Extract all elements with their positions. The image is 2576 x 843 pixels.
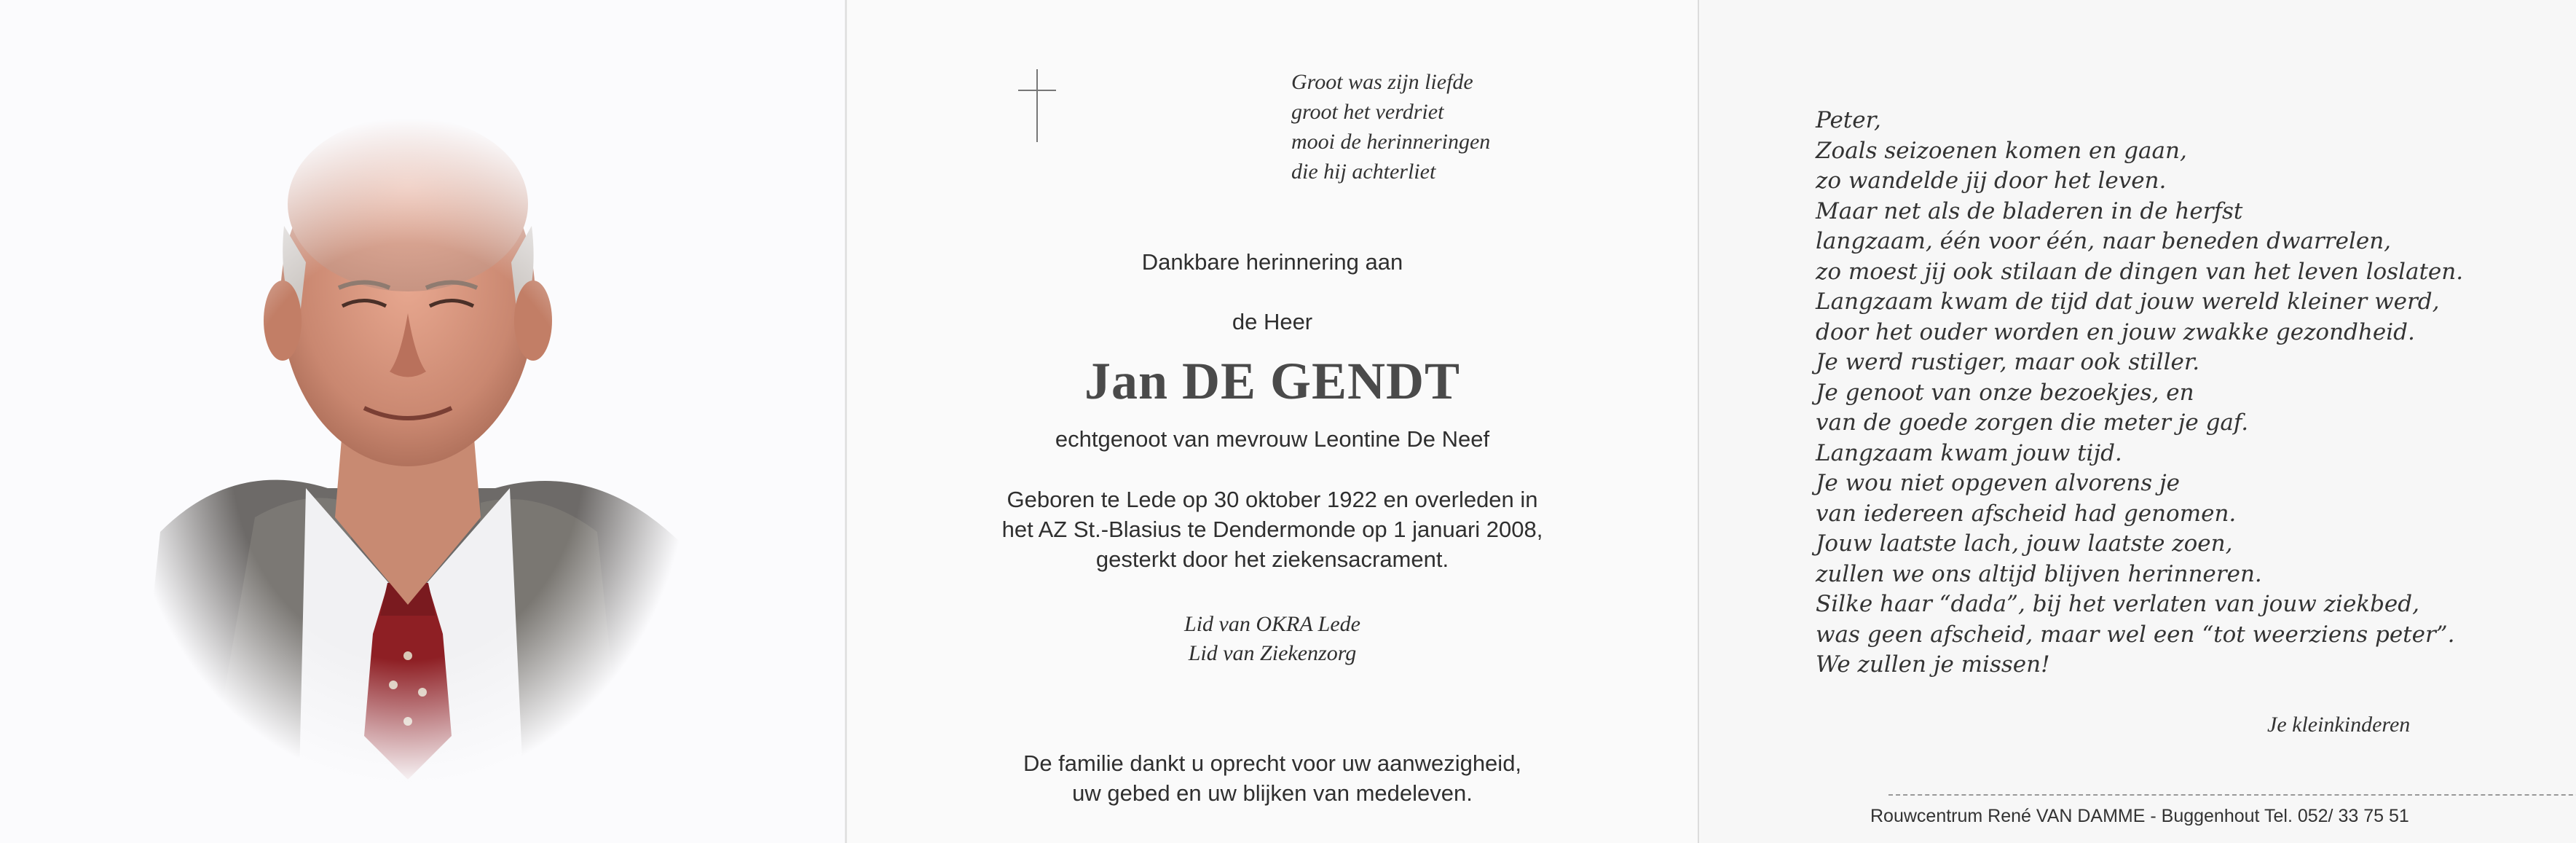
poem-line: Peter, — [1816, 107, 1881, 133]
poem-line: We zullen je missen! — [1816, 651, 2050, 678]
poem-line: zo moest jij ook stilaan de dingen van het leven loslaten. — [1816, 258, 2464, 285]
poem-line: Jouw laatste lach, jouw laatste zoen, — [1816, 530, 2233, 557]
motto-line: groot het verdriet — [1291, 100, 1444, 124]
poem-line: Silke haar “dada”, bij het verlaten van jouw ziekbed, — [1816, 591, 2419, 617]
poem-panel — [1698, 0, 2576, 843]
poem-line: van iedereen afscheid had genomen. — [1816, 500, 2237, 527]
cross-icon — [1018, 69, 1056, 142]
thanks-line: uw gebed en uw blijken van medeleven. — [1072, 780, 1473, 806]
poem-line: Maar net als de bladeren in de herfst — [1816, 197, 2243, 224]
poem-line: door het ouder worden en jouw zwakke gezondheid. — [1816, 318, 2415, 345]
poem — [1816, 106, 2463, 681]
poem-signature: Je kleinkinderen — [2267, 713, 2411, 737]
poem-line: was geen afscheid, maar wel een “tot weerziens peter”. — [1816, 621, 2455, 648]
intro-text: Dankbare herinnering aan — [1141, 249, 1403, 275]
footer-divider — [1888, 794, 2576, 796]
portrait-photo — [87, 80, 743, 809]
motto-line: mooi de herinneringen — [1291, 130, 1491, 154]
poem-line: Je werd rustiger, maar ook stiller. — [1816, 349, 2200, 375]
card-center-panel — [845, 0, 1698, 843]
poem-line: Je genoot van onze bezoekjes, en — [1816, 379, 2194, 406]
poem-line: van de goede zorgen die meter je gaf. — [1816, 409, 2249, 436]
deceased-name: Jan DE GENDT — [1084, 352, 1461, 410]
motto-line: Groot was zijn liefde — [1291, 70, 1473, 94]
poem-line: zo wandelde jij door het leven. — [1816, 168, 2167, 194]
poem-line: langzaam, één voor één, naar beneden dwarrelen, — [1816, 228, 2392, 254]
spouse-line: echtgenoot van mevrouw Leontine De Neef — [1055, 426, 1490, 452]
motto-line: die hij achterliet — [1291, 160, 1436, 184]
poem-line: Langzaam kwam jouw tijd. — [1816, 439, 2122, 466]
poem-line: Zoals seizoenen komen en gaan, — [1816, 137, 2187, 164]
thanks-line: De familie dankt u oprecht voor uw aanwezigheid, — [1023, 750, 1522, 776]
poem-line: zullen we ons altijd blijven herinneren. — [1816, 560, 2262, 587]
photo-panel — [0, 0, 845, 843]
birth-death-line: Geboren te Lede op 30 oktober 1922 en overleden in — [1007, 487, 1538, 512]
honorific: de Heer — [1232, 309, 1313, 334]
membership: Lid van Ziekenzorg — [1188, 641, 1357, 665]
funeral-home-footer: Rouwcentrum René VAN DAMME - Buggenhout Tel. 052/ 33 75 51 — [1870, 806, 2409, 826]
poem-line: Je wou niet opgeven alvorens je — [1816, 470, 2180, 496]
birth-death-line: het AZ St.-Blasius te Dendermonde op 1 januari 2008, — [1001, 517, 1543, 542]
birth-death-line: gesterkt door het ziekensacrament. — [1095, 546, 1449, 572]
membership: Lid van OKRA Lede — [1184, 612, 1360, 636]
poem-line: Langzaam kwam de tijd dat jouw wereld kleiner werd, — [1816, 289, 2440, 315]
motto — [1291, 67, 1490, 187]
